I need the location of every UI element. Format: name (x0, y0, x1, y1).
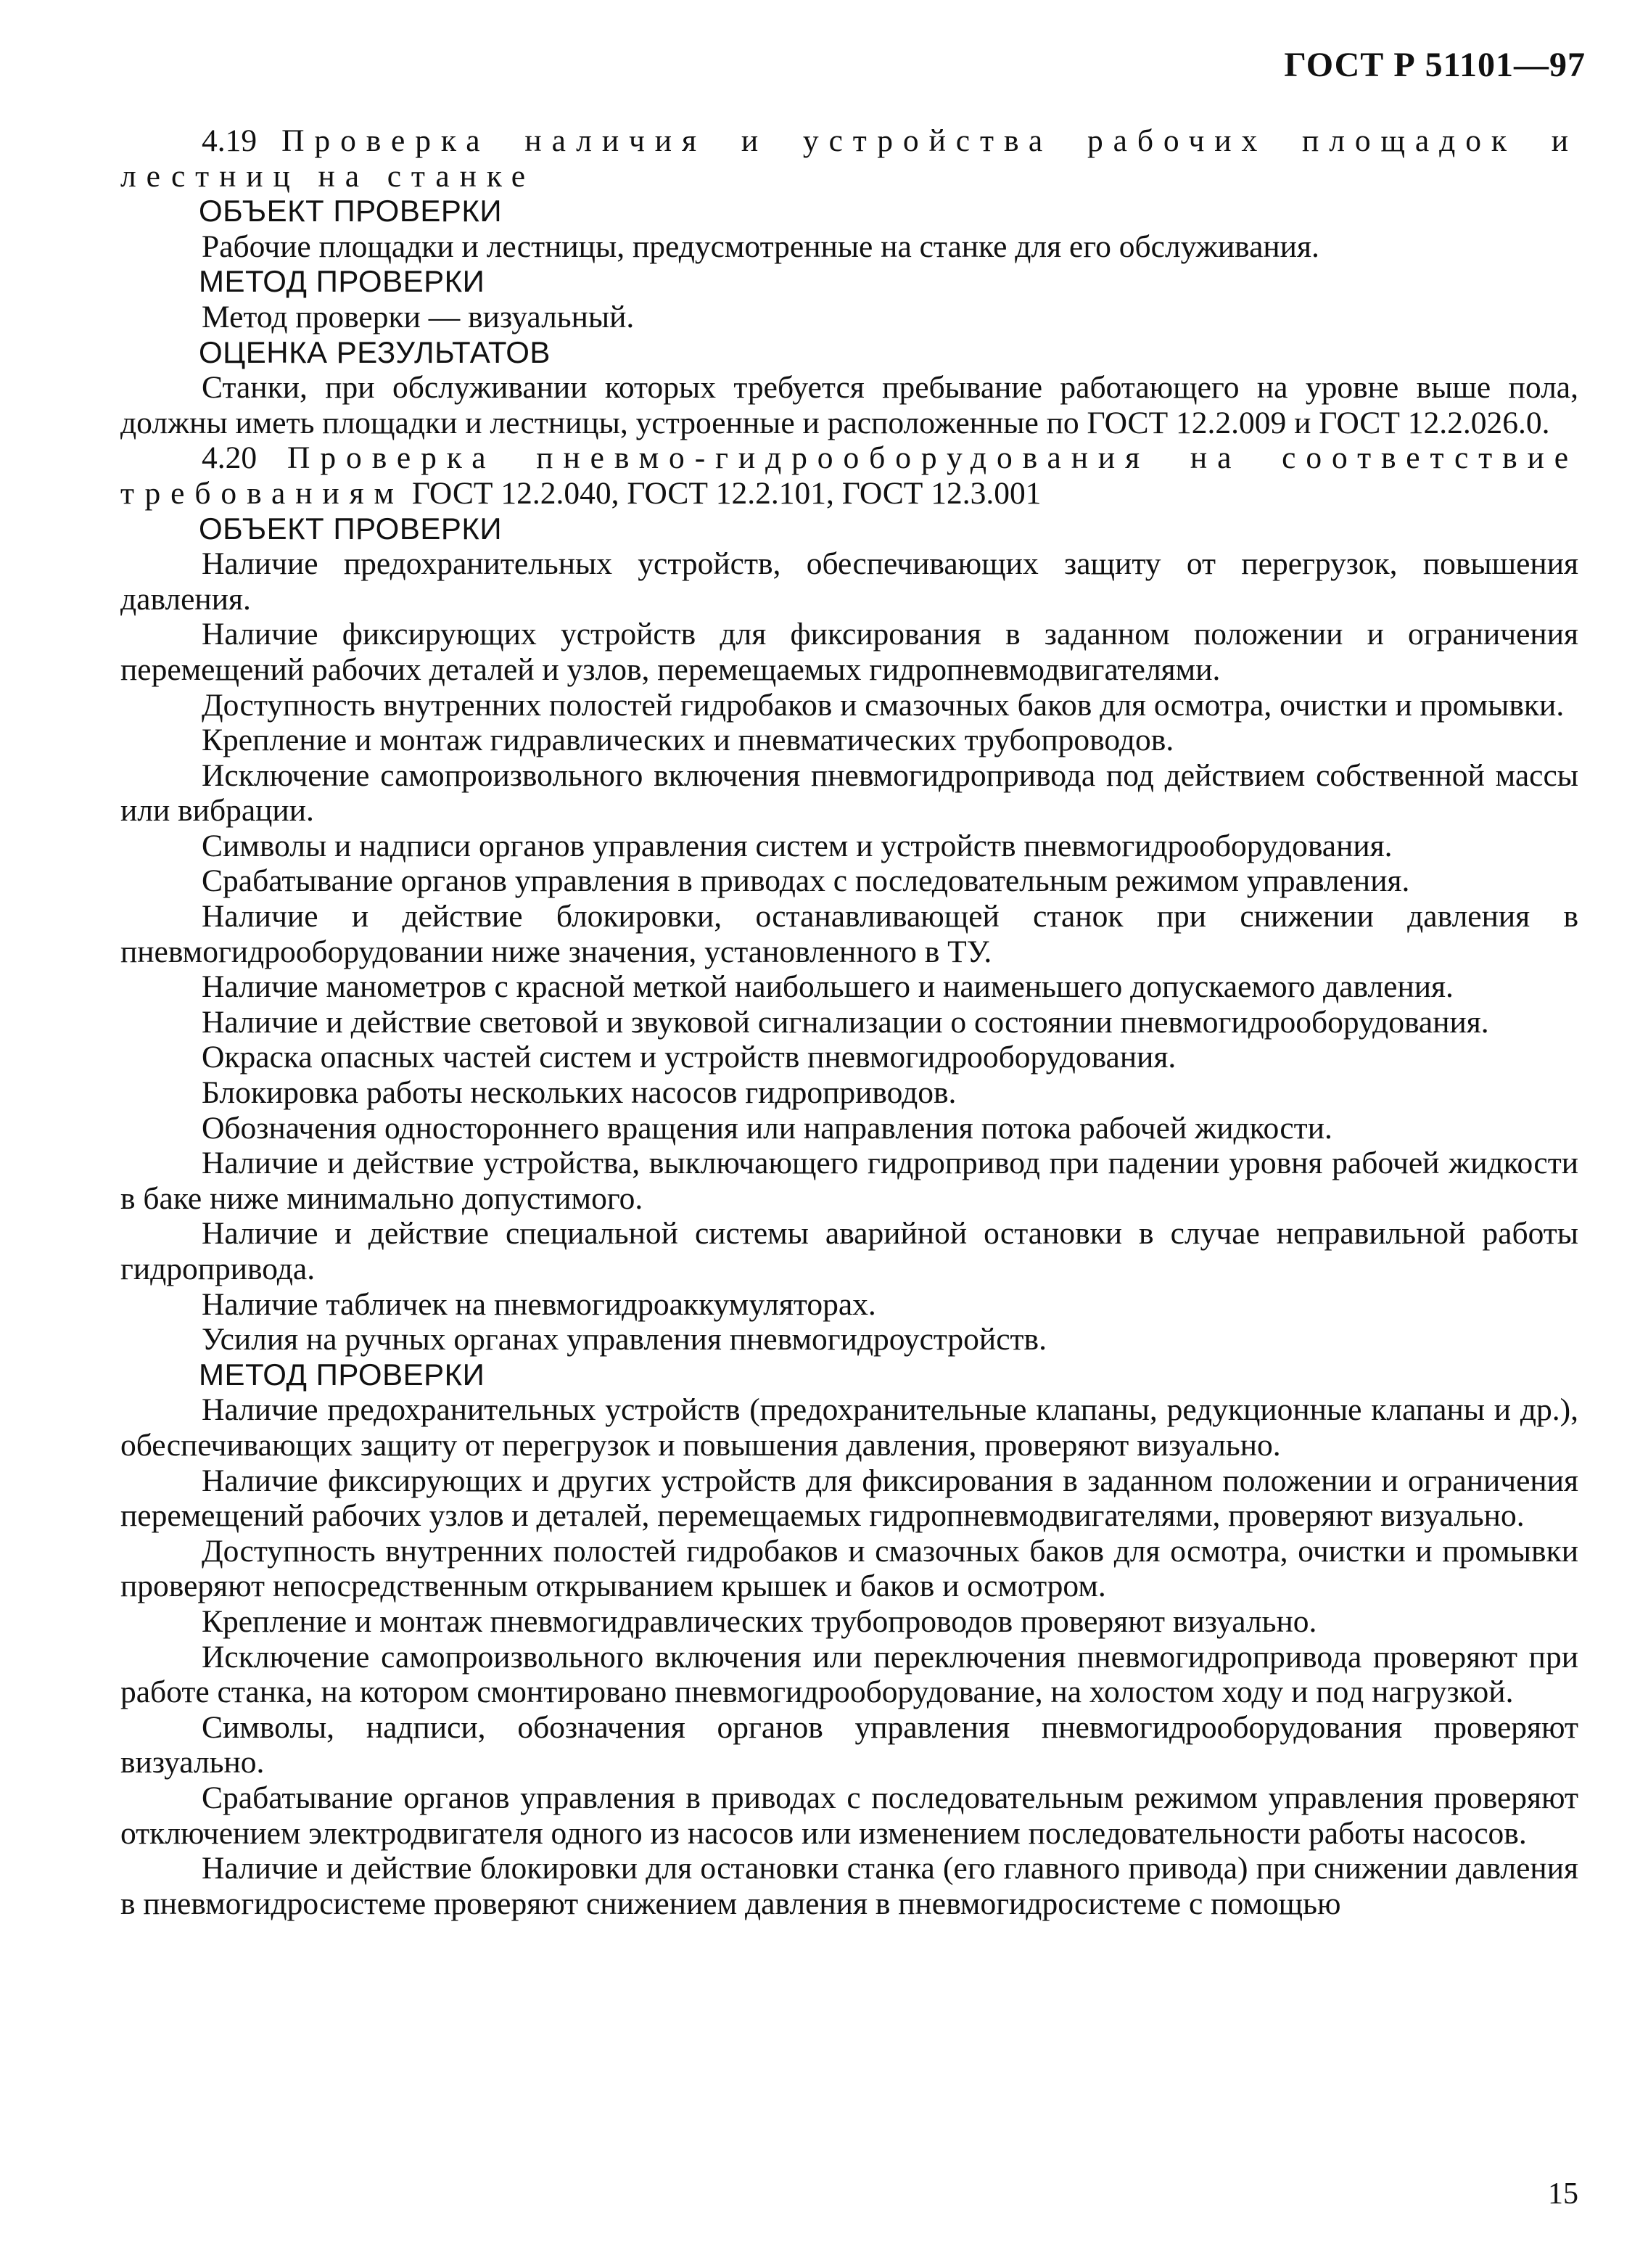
paragraph: Наличие предохранительных устройств (предохранительные клапаны, редукционные клапаны и др.), обеспечивающих защиту от перегрузок и повышения давления, проверяют визуально. (120, 1392, 1578, 1463)
paragraph: Срабатывание органов управления в приводах с последовательным режимом управления. (202, 863, 1410, 899)
section-title-references: ГОСТ 12.2.040, ГОСТ 12.2.101, ГОСТ 12.3.001 (411, 475, 1042, 511)
section-number: 4.20 (202, 440, 258, 476)
paragraph: Исключение самопроизвольного включения пневмогидропривода под действием собственной массы или вибрации. (120, 757, 1578, 829)
paragraph: Наличие табличек на пневмогидроаккумуляторах. (202, 1286, 876, 1322)
section-number: 4.19 (202, 123, 258, 158)
paragraph: Обозначения одностороннего вращения или направления потока рабочей жидкости. (202, 1110, 1332, 1146)
document-body (120, 123, 1578, 1921)
paragraph: Крепление и монтаж пневмогидравлических трубопроводов проверяют визуально. (202, 1603, 1317, 1639)
paragraph: Наличие и действие световой и звуковой сигнализации о состоянии пневмогидрооборудования. (202, 1004, 1489, 1040)
paragraph: Рабочие площадки и лестницы, предусмотренные на станке для его обслуживания. (202, 229, 1319, 264)
section-title (120, 440, 1578, 511)
paragraph: Блокировка работы нескольких насосов гидроприводов. (202, 1075, 957, 1111)
paragraph: Наличие и действие устройства, выключающего гидропривод при падении уровня рабочей жидкости в баке ниже минимально допустимого. (120, 1146, 1578, 1216)
paragraph: Исключение самопроизвольного включения или переключения пневмогидропривода проверяют при работе станка, на котором смонтировано пневмогидрооборудование, на холостом ходу и под нагрузкой. (120, 1639, 1578, 1710)
paragraph: Усилия на ручных органах управления пневмогидроустройств. (202, 1322, 1047, 1357)
standard-header: ГОСТ Р 51101—97 (1284, 46, 1586, 84)
paragraph: Наличие и действие специальной системы аварийной остановки в случае неправильной работы гидропривода. (120, 1216, 1578, 1286)
subsection-heading: ОБЪЕКТ ПРОВЕРКИ (199, 194, 503, 229)
paragraph: Наличие манометров с красной меткой наибольшего и наименьшего допускаемого давления. (202, 969, 1454, 1005)
paragraph: Наличие фиксирующих и других устройств для фиксирования в заданном положении и ограничения перемещений рабочих узлов и деталей, перемещаемых гидропневмодвигателями, проверяют визуально. (120, 1463, 1578, 1534)
paragraph: Доступность внутренних полостей гидробаков и смазочных баков для осмотра, очистки и промывки. (202, 687, 1565, 723)
paragraph: Символы и надписи органов управления систем и устройств пневмогидрооборудования. (202, 828, 1393, 863)
paragraph: Наличие и действие блокировки, останавливающей станок при снижении давления в пневмогидрооборудовании ниже значения, установленного в ТУ. (120, 899, 1578, 969)
paragraph: Доступность внутренних полостей гидробаков и смазочных баков для осмотра, очистки и промывки проверяют непосредственным открыванием крышек и баков и осмотром. (120, 1533, 1578, 1604)
section-title (120, 123, 1578, 194)
subsection-heading: МЕТОД ПРОВЕРКИ (199, 1357, 485, 1392)
paragraph: Станки, при обслуживании которых требуется пребывание работающего на уровне выше пола, должны иметь площадки и лестницы, устроенные и расположенные по ГОСТ 12.2.009 и ГОСТ 12.2.026.0. (120, 370, 1578, 440)
paragraph: Срабатывание органов управления в приводах с последовательным режимом управления проверяют отключением электродвигателя одного из насосов или изменением последовательности работы насосов. (120, 1780, 1578, 1851)
subsection-heading: МЕТОД ПРОВЕРКИ (199, 264, 485, 299)
paragraph: Символы, надписи, обозначения органов управления пневмогидрооборудования проверяют визуально. (120, 1709, 1578, 1780)
paragraph: Метод проверки — визуальный. (202, 299, 635, 334)
subsection-heading: ОЦЕНКА РЕЗУЛЬТАТОВ (199, 334, 551, 369)
paragraph: Окраска опасных частей систем и устройств пневмогидрооборудования. (202, 1040, 1177, 1075)
section-title-text: Проверка наличия и устройства рабочих площадок и лестниц на станке (120, 123, 1579, 194)
page-number: 15 (1548, 2177, 1578, 2211)
paragraph: Наличие и действие блокировки для остановки станка (его главного привода) при снижении давления в пневмогидросистеме проверяют снижением давления в пневмогидросистеме с помощью (120, 1851, 1578, 1921)
subsection-heading: ОБЪЕКТ ПРОВЕРКИ (199, 511, 503, 546)
paragraph: Наличие фиксирующих устройств для фиксирования в заданном положении и ограничения перемещений рабочих деталей и узлов, перемещаемых гидропневмодвигателями. (120, 617, 1578, 687)
section-title-text: Проверка пневмо-гидрооборудования на соответствие требованиям (120, 440, 1578, 511)
paragraph: Наличие предохранительных устройств, обеспечивающих защиту от перегрузок, повышения давления. (120, 546, 1578, 617)
paragraph: Крепление и монтаж гидравлических и пневматических трубопроводов. (202, 723, 1174, 758)
